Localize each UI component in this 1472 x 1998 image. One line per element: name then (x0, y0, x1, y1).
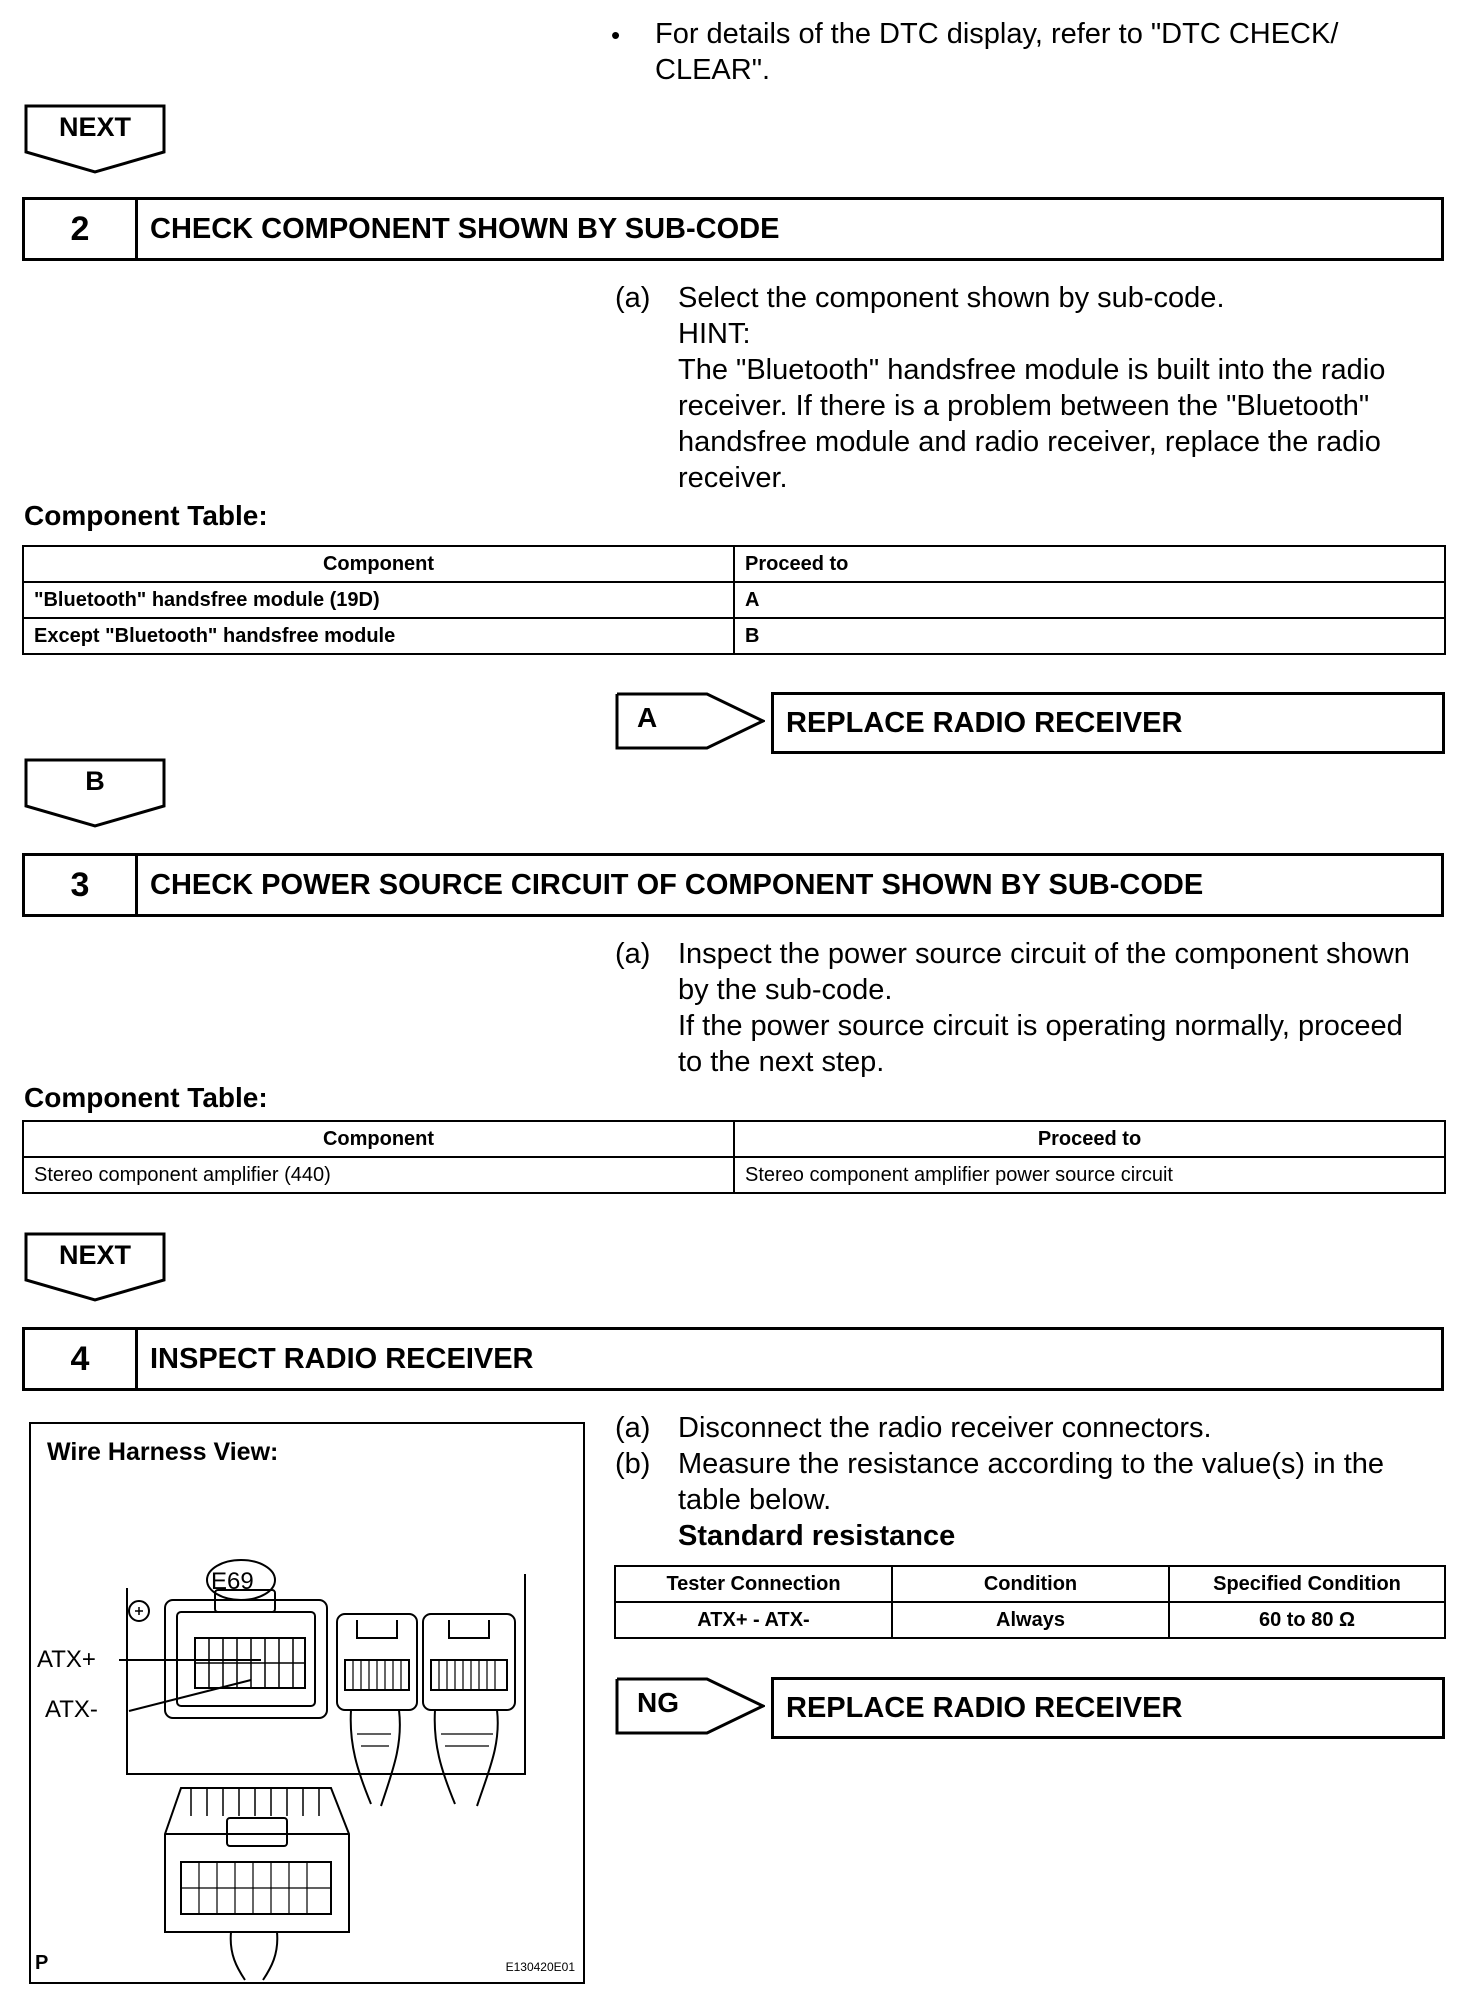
b-tag[interactable] (24, 758, 166, 828)
component-table-step2 (22, 545, 1446, 655)
table-cell: Except "Bluetooth" handsfree module (23, 618, 734, 654)
wire-harness-figure (29, 1422, 585, 1984)
table-cell: Stereo component amplifier power source circuit (734, 1157, 1445, 1193)
step2-item-a-text: Select the component shown by sub-code. HINT: The "Bluetooth" handsfree module is built into the radio receiver. If there is a problem between the "Bluetooth" handsfree module and radio receiver, replace the radio receiver. (678, 282, 1386, 494)
table-header-row (23, 1121, 1445, 1157)
table-header: Proceed to (734, 1121, 1445, 1157)
step4-item-a-label: (a) (615, 1412, 651, 1444)
step-title: CHECK COMPONENT SHOWN BY SUB-CODE (150, 212, 780, 245)
standard-resistance-label: Standard resistance (678, 1520, 956, 1552)
table-header: Component (23, 1121, 734, 1157)
table-row (615, 1602, 1445, 1638)
figure-title: Wire Harness View: (47, 1438, 279, 1466)
result-a-letter: A (637, 702, 658, 733)
resistance-table (614, 1565, 1446, 1639)
step-title: INSPECT RADIO RECEIVER (150, 1342, 534, 1375)
table-header: Specified Condition (1169, 1566, 1445, 1602)
table-cell: B (734, 618, 1445, 654)
table-cell: Always (892, 1602, 1169, 1638)
figure-code: E130420E01 (505, 1960, 575, 1974)
connector-label-e69: E69 (211, 1568, 254, 1595)
step-number: 2 (25, 200, 138, 258)
radio-receiver-illustration (31, 1424, 583, 1982)
table-row (23, 618, 1445, 654)
table-cell: 60 to 80 Ω (1169, 1602, 1445, 1638)
component-table-caption: Component Table: (24, 500, 268, 531)
component-table-caption: Component Table: (24, 1082, 268, 1113)
step4-item-b-text: Measure the resistance according to the value(s) in the table below. (678, 1448, 1385, 1516)
table-header: Tester Connection (615, 1566, 892, 1602)
next-tag-1[interactable] (24, 104, 166, 174)
table-cell: Stereo component amplifier (440) (23, 1157, 734, 1193)
step3-item-a-label: (a) (615, 938, 651, 970)
step3-item-a-text: Inspect the power source circuit of the component shown by the sub-code. If the power source circuit is operating normally, proceed to the next step. (678, 938, 1410, 1078)
next-tag-label: NEXT (58, 112, 131, 142)
step-4-header (22, 1327, 1444, 1391)
step2-item-a-label: (a) (615, 282, 651, 314)
step-title: CHECK POWER SOURCE CIRCUIT OF COMPONENT SHOWN BY SUB-CODE (150, 868, 1204, 901)
result-ng-box[interactable]: REPLACE RADIO RECEIVER (771, 1677, 1445, 1739)
step4-item-a-text: Disconnect the radio receiver connectors. (678, 1412, 1212, 1444)
pin-label-atx-plus: ATX+ (37, 1646, 96, 1673)
step-3-header (22, 853, 1444, 917)
result-ng-letter: NG (637, 1687, 679, 1718)
table-header: Proceed to (734, 546, 1445, 582)
table-header: Condition (892, 1566, 1169, 1602)
table-header-row (23, 546, 1445, 582)
table-row (23, 582, 1445, 618)
table-row (23, 1157, 1445, 1193)
table-header: Component (23, 546, 734, 582)
component-table-step3 (22, 1120, 1446, 1194)
bullet-dot: • (611, 20, 621, 50)
next-tag-2[interactable] (24, 1232, 166, 1302)
table-cell: A (734, 582, 1445, 618)
figure-corner-letter: P (35, 1952, 49, 1974)
table-header-row (615, 1566, 1445, 1602)
table-cell: ATX+ - ATX- (615, 1602, 892, 1638)
pin-label-atx-minus: ATX- (45, 1696, 98, 1723)
b-tag-label: B (85, 766, 105, 796)
result-a-box[interactable]: REPLACE RADIO RECEIVER (771, 692, 1445, 754)
step-number: 3 (25, 856, 138, 914)
step4-item-b-label: (b) (615, 1448, 651, 1480)
step-2-header (22, 197, 1444, 261)
next-tag-label: NEXT (58, 1240, 131, 1270)
step-number: 4 (25, 1330, 138, 1388)
intro-bullet-text: For details of the DTC display, refer to "DTC CHECK/ CLEAR". (655, 18, 1339, 86)
table-cell: "Bluetooth" handsfree module (19D) (23, 582, 734, 618)
